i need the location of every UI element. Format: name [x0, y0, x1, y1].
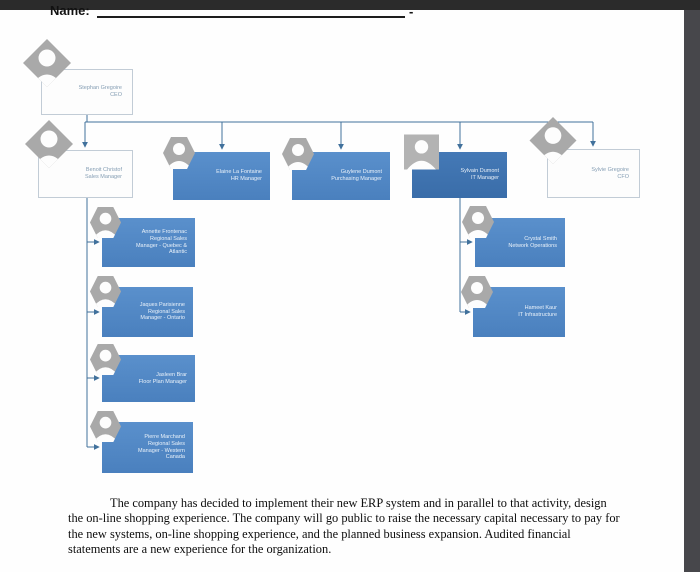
person-name: Sylvain Dumont — [460, 168, 499, 175]
name-trailing-dash: - — [409, 4, 414, 19]
person-name: Hameet Kaur — [524, 305, 557, 312]
person-title: Canada — [165, 454, 185, 461]
person-title: Sales Manager — [85, 174, 122, 180]
person-hexagon-icon — [162, 136, 196, 170]
person-name: Sylvie Gregoire — [591, 166, 629, 173]
name-blank-line[interactable] — [97, 16, 405, 18]
body-paragraph: The company has decided to implement their new ERP system and in parallel to that activity, design the on-line shopping experience. The company will go public to raise the necessary capital necessary to pay for the new systems, on-line shopping experience, and the planned business expansion. Audited financial statements are a new experience for the organization. — [68, 496, 620, 557]
name-label: Name: — [50, 3, 90, 18]
person-title: HR Manager — [230, 176, 262, 182]
person-title: Network Operations — [508, 242, 557, 249]
person-name: Jaques Parisienne — [139, 301, 185, 308]
person-diamond-icon — [24, 120, 74, 168]
person-title: Regional Sales — [148, 440, 185, 447]
person-name: Elaine La Fontaine — [216, 169, 262, 176]
person-title: Manager - Quebec & — [135, 242, 187, 249]
person-name: Jasleen Brar — [156, 371, 187, 378]
person-hexagon-icon — [89, 410, 122, 443]
person-hexagon-icon — [461, 205, 495, 239]
person-name: Guylene Dumont — [340, 169, 382, 176]
person-hexagon-icon — [281, 137, 315, 171]
person-name: Annette Frontenac — [141, 228, 187, 235]
person-diamond-icon — [22, 39, 72, 87]
person-hexagon-icon — [89, 206, 122, 239]
person-title: Manager - Western — [138, 447, 185, 454]
right-app-background — [684, 10, 700, 572]
person-square-icon — [404, 134, 439, 170]
person-title: Purchasing Manager — [331, 176, 382, 182]
person-title: IT Manager — [470, 175, 499, 181]
person-title: Floor Plan Manager — [138, 378, 187, 385]
person-title: CFO — [617, 173, 629, 180]
person-title: IT Infrastructure — [518, 312, 557, 318]
person-title: Manager - Ontario — [140, 315, 185, 322]
person-hexagon-icon — [89, 343, 122, 376]
person-title: Regional Sales — [148, 308, 185, 315]
person-title: CEO — [110, 92, 122, 98]
top-window-bar — [0, 0, 700, 10]
person-title: Atlantic — [168, 249, 187, 256]
person-name: Stephan Gregoire — [78, 85, 122, 92]
person-name: Pierre Marchand — [144, 433, 185, 440]
person-name: Benoit Christof — [85, 167, 122, 174]
person-title: Regional Sales — [150, 235, 187, 242]
person-name: Crystal Smith — [524, 235, 557, 242]
person-hexagon-icon — [460, 275, 494, 309]
person-hexagon-icon — [89, 275, 122, 308]
person-diamond-icon — [529, 117, 577, 164]
